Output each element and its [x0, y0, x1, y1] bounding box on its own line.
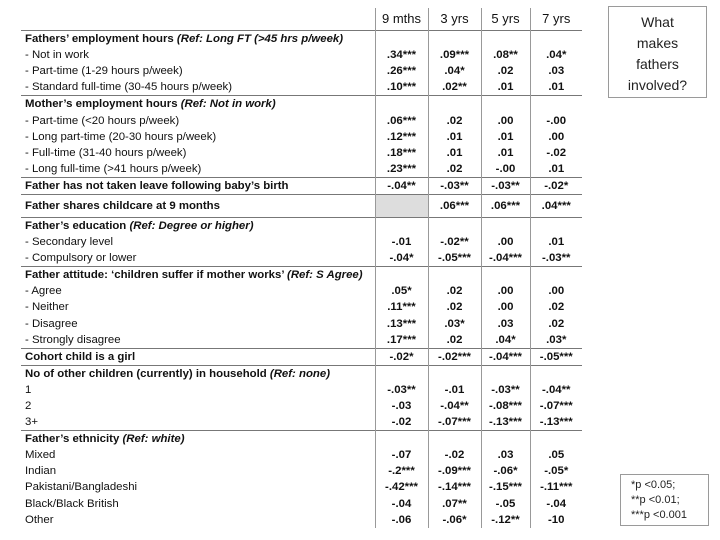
cell-value: .03* [546, 333, 567, 346]
table-row [21, 129, 582, 145]
row-label [21, 463, 375, 479]
row-label-text: - Standard full-time (30-45 hours p/week) [25, 81, 233, 94]
row-label [21, 316, 375, 332]
cell-value: -.15*** [481, 479, 530, 495]
cell-value: -.03** [481, 382, 530, 398]
table-row [21, 512, 582, 528]
row-label [21, 217, 375, 234]
row-label-text: Mixed [25, 449, 56, 462]
cell-value [530, 431, 582, 448]
row-label-text: Father shares childcare at 9 months [25, 199, 220, 212]
table-row [21, 161, 582, 178]
cell-value: .04*** [530, 194, 582, 217]
cell-value: -.02** [428, 234, 481, 250]
column-header: 9 mths [375, 8, 428, 31]
cell-value [428, 31, 481, 48]
cell-value: .01 [481, 79, 530, 96]
cell-value: .03 [481, 447, 530, 463]
title-line: makes [636, 35, 679, 51]
row-label [21, 177, 375, 194]
cell-value: .03 [481, 316, 530, 332]
row-label [21, 479, 375, 495]
cell-value: -.04* [375, 250, 428, 267]
cell-value [375, 365, 428, 382]
table-row [21, 447, 582, 463]
cell-value: -.07*** [428, 414, 481, 431]
cell-value: .18*** [375, 145, 428, 161]
table-row [21, 332, 582, 349]
cell-value: .02 [428, 283, 481, 299]
row-label [21, 31, 375, 48]
cell-value: -.02 [428, 447, 481, 463]
table-row [21, 283, 582, 299]
cell-value [530, 267, 582, 284]
cell-value [375, 217, 428, 234]
cell-value: -.12** [481, 512, 530, 528]
cell-value: .02 [428, 161, 481, 178]
table-row [21, 431, 582, 448]
table-row [21, 267, 582, 284]
cell-value: .01 [481, 145, 530, 161]
row-label [21, 129, 375, 145]
cell-value [428, 365, 481, 382]
column-header: 7 yrs [542, 11, 571, 26]
cell-value: -.13*** [539, 416, 573, 429]
row-label [21, 267, 375, 284]
cell-value [428, 96, 481, 113]
table-row [21, 31, 582, 48]
table-row [21, 496, 582, 512]
title-line: involved? [627, 77, 688, 93]
cell-value: .34*** [375, 47, 428, 63]
row-label [21, 447, 375, 463]
cell-value: -.00 [481, 161, 530, 178]
table-row [21, 145, 582, 161]
row-label-text: Mother’s employment hours [25, 98, 181, 111]
cell-value: .00 [481, 283, 530, 299]
cell-value [481, 365, 530, 382]
cell-value: -.03** [428, 177, 481, 194]
cell-value: .05 [548, 449, 565, 462]
column-header: 3 yrs [428, 8, 481, 31]
cell-value: -.06* [481, 463, 530, 479]
cell-value: .00 [481, 234, 530, 250]
cell-value: -.04 [546, 497, 567, 510]
cell-value: .06*** [481, 194, 530, 217]
cell-value: -.03** [481, 177, 530, 194]
cell-value: -.06* [428, 512, 481, 528]
cell-value [530, 217, 582, 234]
row-label [21, 112, 375, 128]
cell-value: -.09*** [428, 463, 481, 479]
significance-legend [620, 474, 709, 526]
table-row [21, 479, 582, 495]
cell-value: .12*** [375, 129, 428, 145]
cell-value: .23*** [375, 161, 428, 178]
table-row [21, 47, 582, 63]
table-row [21, 177, 582, 194]
row-label-text: - Part-time (1-29 hours p/week) [25, 65, 183, 78]
cell-value: .02 [428, 299, 481, 315]
cell-value: .08** [481, 47, 530, 63]
cell-value [481, 267, 530, 284]
cell-value: -10 [548, 513, 565, 526]
cell-value: .00 [481, 299, 530, 315]
row-label-text: Fathers’ employment hours [25, 33, 177, 46]
row-label-text: - Part-time (<20 hours p/week) [25, 114, 180, 127]
cell-value: -.42*** [375, 479, 428, 495]
row-label [21, 47, 375, 63]
cell-value: -.14*** [428, 479, 481, 495]
row-label-text: - Long part-time (20-30 hours p/week) [25, 130, 217, 143]
row-reference: (Ref: S Agree) [287, 269, 363, 282]
cell-value: .13*** [375, 316, 428, 332]
cell-value: .06*** [375, 112, 428, 128]
row-label-text: - Strongly disagree [25, 333, 121, 346]
table-row [21, 348, 582, 365]
cell-value: -.02* [375, 348, 428, 365]
cell-value: .01 [548, 162, 565, 175]
row-label-text: Indian [25, 465, 57, 478]
row-label [21, 63, 375, 79]
row-label-text: Black/Black British [25, 497, 119, 510]
cell-value: -.03** [542, 252, 571, 265]
cell-value: .04* [428, 63, 481, 79]
table-row [21, 382, 582, 398]
cell-value: .07** [428, 496, 481, 512]
cell-value [481, 31, 530, 48]
row-label [21, 332, 375, 349]
significance-line: *p <0.05; [631, 479, 676, 491]
table-row [21, 63, 582, 79]
table-row [21, 414, 582, 431]
row-label-text: Father has not taken leave following baby’s birth [25, 179, 289, 192]
row-label-text: - Secondary level [25, 236, 114, 249]
cell-value: -.01 [375, 234, 428, 250]
cell-value: -.06 [375, 512, 428, 528]
row-label-text: Cohort child is a girl [25, 350, 136, 363]
row-label-text: - Compulsory or lower [25, 252, 137, 265]
cell-value: .06*** [428, 194, 481, 217]
cell-value: -.11*** [540, 481, 573, 494]
title-line: What [641, 14, 674, 30]
cell-value [530, 365, 582, 382]
cell-value [375, 267, 428, 284]
cell-value [428, 267, 481, 284]
cell-value: -.04** [375, 177, 428, 194]
header-label-column [21, 8, 375, 31]
row-label [21, 79, 375, 96]
row-label [21, 145, 375, 161]
row-label [21, 496, 375, 512]
row-label-text: Pakistani/Bangladeshi [25, 481, 138, 494]
cell-value: -.02* [530, 177, 582, 194]
row-label [21, 365, 375, 382]
row-label-text: - Agree [25, 285, 62, 298]
row-label-text: - Disagree [25, 317, 78, 330]
cell-value: .11*** [375, 299, 428, 315]
cell-value: -.02 [375, 414, 428, 431]
cell-value: .01 [548, 236, 565, 249]
row-label [21, 299, 375, 315]
cell-value: .00 [481, 112, 530, 128]
title-line: fathers [636, 56, 679, 72]
row-label [21, 398, 375, 414]
row-label-text: 3+ [25, 416, 38, 429]
cell-value: -.02 [546, 146, 567, 159]
cell-value [375, 31, 428, 48]
cell-value: -.01 [428, 382, 481, 398]
row-label [21, 431, 375, 448]
table-row [21, 194, 582, 217]
cell-value: -.07*** [539, 400, 573, 413]
row-label [21, 382, 375, 398]
cell-value: -.05* [544, 465, 569, 478]
row-label [21, 234, 375, 250]
cell-value: .01 [481, 129, 530, 145]
cell-value: .17*** [375, 332, 428, 349]
cell-value: -.08*** [481, 398, 530, 414]
row-label [21, 96, 375, 113]
cell-value: -.05*** [428, 250, 481, 267]
row-label-text: - Not in work [25, 49, 89, 62]
table-row [21, 217, 582, 234]
table-row [21, 365, 582, 382]
row-label-text: - Full-time (31-40 hours p/week) [25, 146, 187, 159]
cell-value: .04* [546, 49, 567, 62]
cell-value: -.05*** [530, 348, 582, 365]
cell-value: -.00 [546, 114, 567, 127]
cell-value: .01 [428, 145, 481, 161]
cell-value: .09*** [428, 47, 481, 63]
table-row [21, 398, 582, 414]
row-label [21, 348, 375, 365]
table-header-row [21, 8, 582, 31]
cell-value: -.05 [481, 496, 530, 512]
regression-table [21, 8, 582, 528]
title-box [608, 6, 707, 98]
column-header: 5 yrs [481, 8, 530, 31]
row-label-text: No of other children (currently) in household [25, 367, 270, 380]
row-label [21, 283, 375, 299]
row-reference: (Ref: Degree or higher) [129, 219, 254, 232]
cell-value: -.04*** [481, 250, 530, 267]
cell-value: -.04** [542, 383, 571, 396]
cell-value: .01 [428, 129, 481, 145]
cell-value: -.03** [375, 382, 428, 398]
cell-value: -.04*** [481, 348, 530, 365]
cell-value: -.02*** [428, 348, 481, 365]
cell-value: .02 [428, 112, 481, 128]
cell-value [481, 96, 530, 113]
cell-value [481, 217, 530, 234]
row-reference: (Ref: Not in work) [180, 98, 276, 111]
cell-value [428, 431, 481, 448]
row-label-text: 1 [25, 383, 32, 396]
cell-value: .26*** [375, 63, 428, 79]
table-row [21, 316, 582, 332]
table-row [21, 112, 582, 128]
row-label-text: 2 [25, 400, 32, 413]
table-row [21, 234, 582, 250]
row-label-text: Father’s ethnicity [25, 433, 123, 446]
table-row [21, 96, 582, 113]
table-row [21, 79, 582, 96]
significance-line: **p <0.01; [631, 494, 680, 506]
row-label-text: - Long full-time (>41 hours p/week) [25, 162, 202, 175]
table-row [21, 299, 582, 315]
cell-value: .10*** [375, 79, 428, 96]
row-label [21, 161, 375, 178]
cell-value [428, 217, 481, 234]
table-row [21, 463, 582, 479]
row-label [21, 250, 375, 267]
cell-value: -.04** [428, 398, 481, 414]
cell-value: .02 [548, 317, 565, 330]
row-reference: (Ref: none) [269, 367, 331, 380]
cell-value [530, 96, 582, 113]
row-label-text: Other [25, 513, 54, 526]
cell-value [481, 431, 530, 448]
cell-value: .02 [548, 301, 565, 314]
cell-value [375, 431, 428, 448]
row-label-text: Father attitude: ‘children suffer if mother works’ [25, 269, 288, 282]
row-label [21, 512, 375, 528]
cell-value: .04* [481, 332, 530, 349]
cell-value [375, 96, 428, 113]
cell-value: -.2*** [375, 463, 428, 479]
cell-value: .03* [428, 316, 481, 332]
row-label-text: Father’s education [25, 219, 130, 232]
row-label [21, 414, 375, 431]
row-label [21, 194, 375, 217]
row-reference: (Ref: Long FT (>45 hrs p/week) [176, 33, 344, 46]
cell-value [375, 194, 428, 217]
row-label-text: - Neither [25, 301, 69, 314]
cell-value: .00 [548, 285, 565, 298]
significance-line: ***p <0.001 [631, 509, 687, 521]
cell-value: -.04 [375, 496, 428, 512]
cell-value: .01 [548, 81, 565, 94]
cell-value [530, 31, 582, 48]
cell-value: .03 [548, 65, 565, 78]
cell-value: -.13*** [481, 414, 530, 431]
table-row [21, 250, 582, 267]
cell-value: -.03 [375, 398, 428, 414]
cell-value: .00 [548, 130, 565, 143]
cell-value: .02 [428, 332, 481, 349]
cell-value: .02 [481, 63, 530, 79]
cell-value: .02** [428, 79, 481, 96]
cell-value: .05* [375, 283, 428, 299]
row-reference: (Ref: white) [122, 433, 185, 446]
cell-value: -.07 [375, 447, 428, 463]
